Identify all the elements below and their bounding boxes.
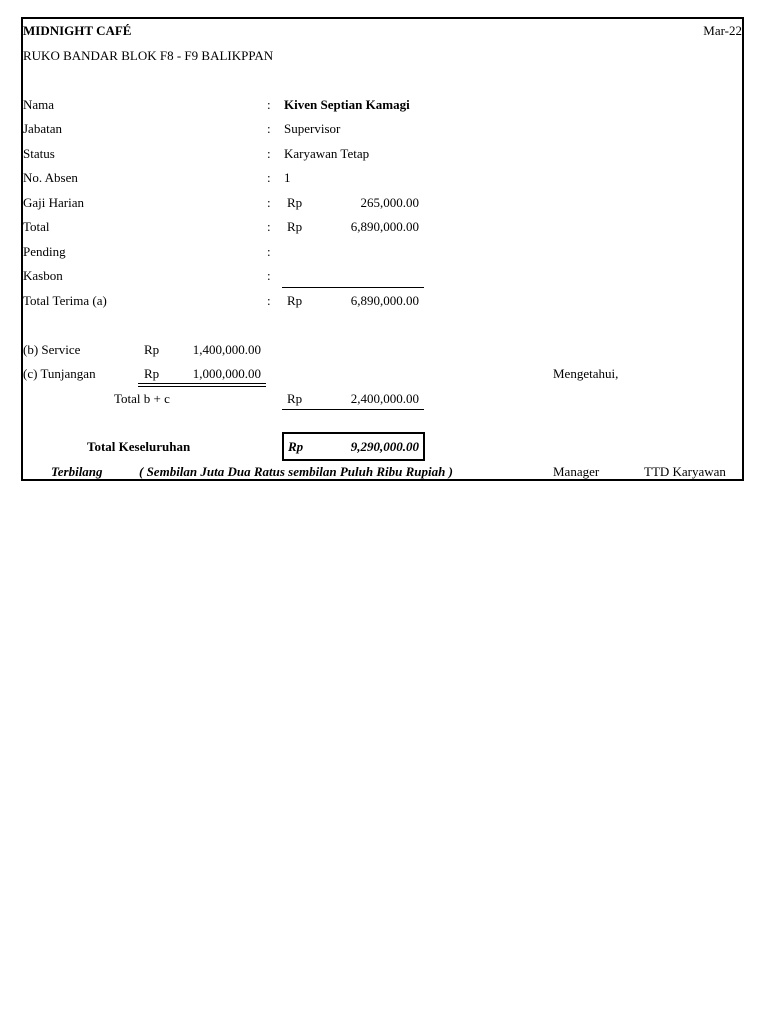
grand-total-label: Total Keseluruhan xyxy=(87,439,191,454)
service-label: (b) Service xyxy=(23,342,81,357)
grand-total-amount: 9,290,000.00 xyxy=(350,439,419,454)
karyawan-signature: TTD Karyawan xyxy=(644,464,726,479)
company-address: RUKO BANDAR BLOK F8 - F9 BALIKPPAN xyxy=(23,48,274,63)
tunjangan-amount: 1,000,000.00 xyxy=(192,366,261,381)
total-bc-currency: Rp xyxy=(287,391,303,406)
absen-value: 1 xyxy=(284,170,291,185)
kasbon-underline xyxy=(282,287,424,288)
total-sep: : xyxy=(267,219,271,234)
kasbon-label: Kasbon xyxy=(23,268,63,283)
status-label: Status xyxy=(23,146,55,161)
company-name: MIDNIGHT CAFÉ xyxy=(23,23,132,38)
tunjangan-currency: Rp xyxy=(144,366,160,381)
gaji-harian-currency: Rp xyxy=(287,195,303,210)
nama-label: Nama xyxy=(23,97,55,112)
terbilang-label: Terbilang xyxy=(51,464,103,479)
period: Mar-22 xyxy=(703,23,742,38)
total-terima-currency: Rp xyxy=(287,293,303,308)
status-value: Karyawan Tetap xyxy=(284,146,370,161)
pending-sep: : xyxy=(267,244,271,259)
gaji-harian-label: Gaji Harian xyxy=(23,195,85,210)
absen-label: No. Absen xyxy=(23,170,78,185)
kasbon-sep: : xyxy=(267,268,271,283)
nama-value: Kiven Septian Kamagi xyxy=(284,97,410,112)
grand-total-currency: Rp xyxy=(288,439,304,454)
tunjangan-label: (c) Tunjangan xyxy=(23,366,96,381)
jabatan-label: Jabatan xyxy=(23,121,62,136)
terbilang-text: ( Sembilan Juta Dua Ratus sembilan Puluh Ribu Rupiah ) xyxy=(139,464,453,479)
gaji-harian-amount: 265,000.00 xyxy=(360,195,419,210)
service-amount: 1,400,000.00 xyxy=(192,342,261,357)
total-bc-label: Total b + c xyxy=(114,391,170,406)
mengetahui-label: Mengetahui, xyxy=(553,366,619,381)
service-currency: Rp xyxy=(144,342,160,357)
total-terima-amount: 6,890,000.00 xyxy=(350,293,419,308)
tunjangan-double-underline xyxy=(138,383,266,387)
pending-label: Pending xyxy=(23,244,66,259)
total-amount: 6,890,000.00 xyxy=(350,219,419,234)
total-label: Total xyxy=(23,219,50,234)
absen-sep: : xyxy=(267,170,271,185)
total-currency: Rp xyxy=(287,219,303,234)
total-bc-amount: 2,400,000.00 xyxy=(350,391,419,406)
jabatan-sep: : xyxy=(267,121,271,136)
total-bc-underline xyxy=(282,409,424,410)
status-sep: : xyxy=(267,146,271,161)
salary-slip xyxy=(21,17,744,481)
nama-sep: : xyxy=(267,97,271,112)
jabatan-value: Supervisor xyxy=(284,121,341,136)
total-terima-sep: : xyxy=(267,293,271,308)
total-terima-label: Total Terima (a) xyxy=(23,293,107,308)
manager-signature: Manager xyxy=(553,464,600,479)
gaji-harian-sep: : xyxy=(267,195,271,210)
